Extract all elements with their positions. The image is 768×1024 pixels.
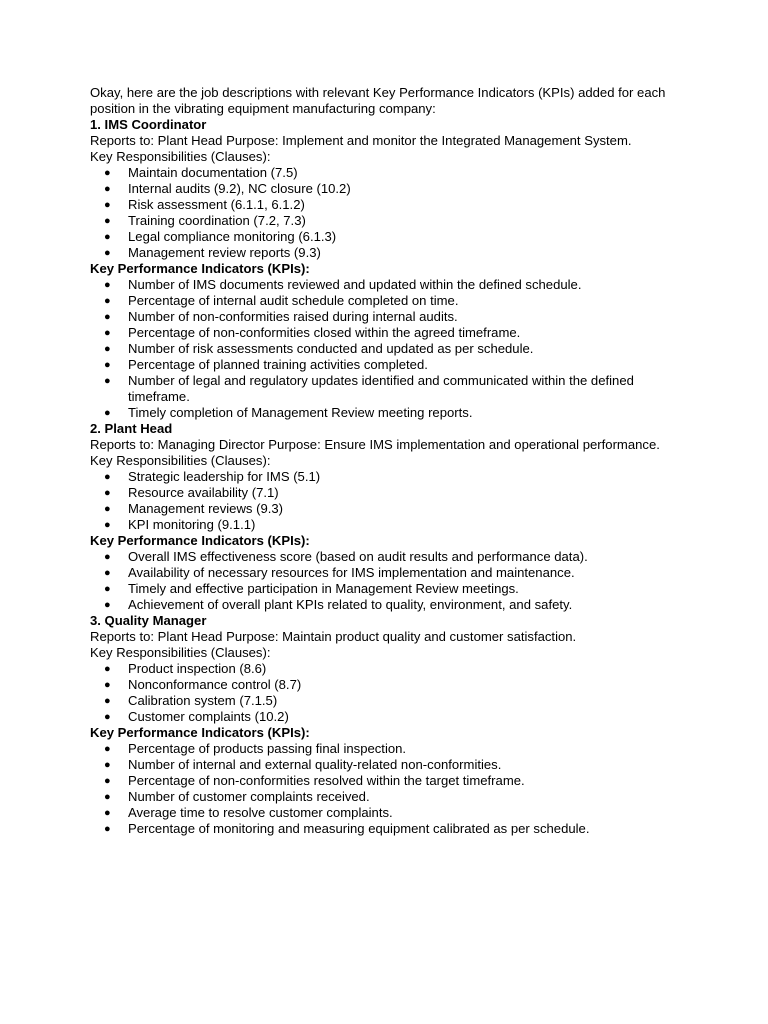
list-item-text: Management reviews (9.3) (128, 501, 284, 516)
list-item (90, 741, 690, 757)
kpi-label: Key Performance Indicators (KPIs): (90, 533, 310, 548)
bullet-icon: ● (104, 343, 111, 355)
bullet-icon: ● (104, 247, 111, 259)
list-item (90, 469, 690, 485)
bullet-icon: ● (104, 551, 111, 563)
bullet-icon: ● (104, 663, 111, 675)
kpi-list (90, 549, 690, 613)
list-item-text: Number of risk assessments conducted and updated as per schedule. (128, 341, 534, 356)
bullet-icon: ● (104, 679, 111, 691)
list-item-text: KPI monitoring (9.1.1) (128, 517, 256, 532)
list-item-text: Number of legal and regulatory updates identified and communicated within the defined timeframe. (128, 373, 634, 404)
list-item (90, 245, 690, 261)
list-item (90, 517, 690, 533)
bullet-icon: ● (104, 711, 111, 723)
kpi-list (90, 277, 690, 421)
list-item-text: Customer complaints (10.2) (128, 709, 289, 724)
bullet-icon: ● (104, 695, 111, 707)
list-item (90, 181, 690, 197)
intro-paragraph: Okay, here are the job descriptions with relevant Key Performance Indicators (KPIs) added for each position in the vibrating equipment manufacturing company: (90, 85, 666, 116)
bullet-icon: ● (104, 295, 111, 307)
sections-container (90, 117, 690, 837)
list-item-text: Percentage of monitoring and measuring equipment calibrated as per schedule. (128, 821, 590, 836)
list-item-text: Achievement of overall plant KPIs related to quality, environment, and safety. (128, 597, 573, 612)
section-title: 1. IMS Coordinator (90, 117, 207, 132)
responsibilities-label: Key Responsibilities (Clauses): (90, 149, 271, 164)
bullet-icon: ● (104, 599, 111, 611)
list-item (90, 693, 690, 709)
job-section (90, 117, 690, 421)
kpi-label: Key Performance Indicators (KPIs): (90, 261, 310, 276)
list-item (90, 549, 690, 565)
list-item-text: Nonconformance control (8.7) (128, 677, 302, 692)
bullet-icon: ● (104, 759, 111, 771)
list-item (90, 293, 690, 309)
list-item-text: Management review reports (9.3) (128, 245, 321, 260)
list-item-text: Number of non-conformities raised during internal audits. (128, 309, 458, 324)
responsibilities-list (90, 165, 690, 261)
bullet-icon: ● (104, 199, 111, 211)
list-item (90, 357, 690, 373)
list-item (90, 805, 690, 821)
list-item-text: Number of internal and external quality-related non-conformities. (128, 757, 502, 772)
bullet-icon: ● (104, 567, 111, 579)
list-item-text: Risk assessment (6.1.1, 6.1.2) (128, 197, 305, 212)
bullet-icon: ● (104, 311, 111, 323)
bullet-icon: ● (104, 583, 111, 595)
bullet-icon: ● (104, 503, 111, 515)
list-item (90, 709, 690, 725)
kpi-list (90, 741, 690, 837)
section-title: 3. Quality Manager (90, 613, 207, 628)
list-item-text: Percentage of non-conformities resolved within the target timeframe. (128, 773, 525, 788)
bullet-icon: ● (104, 167, 111, 179)
list-item (90, 773, 690, 789)
list-item (90, 165, 690, 181)
list-item-text: Training coordination (7.2, 7.3) (128, 213, 306, 228)
list-item-text: Percentage of planned training activities completed. (128, 357, 428, 372)
list-item (90, 229, 690, 245)
bullet-icon: ● (104, 791, 111, 803)
bullet-icon: ● (104, 519, 111, 531)
list-item-text: Timely and effective participation in Management Review meetings. (128, 581, 519, 596)
list-item (90, 789, 690, 805)
list-item-text: Percentage of internal audit schedule completed on time. (128, 293, 459, 308)
list-item (90, 277, 690, 293)
document-page (90, 85, 690, 837)
list-item-text: Percentage of products passing final inspection. (128, 741, 407, 756)
list-item-text: Number of customer complaints received. (128, 789, 370, 804)
bullet-icon: ● (104, 215, 111, 227)
job-section (90, 613, 690, 837)
job-section (90, 421, 690, 613)
list-item-text: Strategic leadership for IMS (5.1) (128, 469, 321, 484)
bullet-icon: ● (104, 471, 111, 483)
bullet-icon: ● (104, 775, 111, 787)
list-item (90, 757, 690, 773)
list-item (90, 197, 690, 213)
list-item (90, 501, 690, 517)
list-item (90, 325, 690, 341)
kpi-label: Key Performance Indicators (KPIs): (90, 725, 310, 740)
list-item (90, 597, 690, 613)
list-item (90, 405, 690, 421)
responsibilities-label: Key Responsibilities (Clauses): (90, 453, 271, 468)
list-item-text: Number of IMS documents reviewed and updated within the defined schedule. (128, 277, 582, 292)
responsibilities-list (90, 469, 690, 533)
list-item-text: Maintain documentation (7.5) (128, 165, 298, 180)
list-item (90, 565, 690, 581)
list-item (90, 341, 690, 357)
responsibilities-list (90, 661, 690, 725)
list-item-text: Overall IMS effectiveness score (based on audit results and performance data). (128, 549, 588, 564)
list-item-text: Legal compliance monitoring (6.1.3) (128, 229, 337, 244)
bullet-icon: ● (104, 823, 111, 835)
list-item-text: Availability of necessary resources for IMS implementation and maintenance. (128, 565, 575, 580)
list-item (90, 373, 690, 405)
list-item (90, 485, 690, 501)
list-item-text: Internal audits (9.2), NC closure (10.2) (128, 181, 351, 196)
bullet-icon: ● (104, 359, 111, 371)
responsibilities-label: Key Responsibilities (Clauses): (90, 645, 271, 660)
list-item-text: Average time to resolve customer complaints. (128, 805, 393, 820)
bullet-icon: ● (104, 375, 111, 387)
list-item (90, 677, 690, 693)
reports-purpose-text: Reports to: Plant Head Purpose: Maintain product quality and customer satisfaction. (90, 629, 577, 644)
bullet-icon: ● (104, 407, 111, 419)
bullet-icon: ● (104, 327, 111, 339)
bullet-icon: ● (104, 231, 111, 243)
bullet-icon: ● (104, 807, 111, 819)
list-item (90, 309, 690, 325)
section-title: 2. Plant Head (90, 421, 173, 436)
list-item-text: Percentage of non-conformities closed within the agreed timeframe. (128, 325, 521, 340)
list-item (90, 821, 690, 837)
list-item-text: Timely completion of Management Review meeting reports. (128, 405, 473, 420)
list-item (90, 661, 690, 677)
list-item-text: Resource availability (7.1) (128, 485, 279, 500)
reports-purpose-text: Reports to: Managing Director Purpose: Ensure IMS implementation and operational performance. (90, 437, 660, 452)
bullet-icon: ● (104, 183, 111, 195)
list-item-text: Calibration system (7.1.5) (128, 693, 278, 708)
bullet-icon: ● (104, 743, 111, 755)
list-item (90, 581, 690, 597)
bullet-icon: ● (104, 279, 111, 291)
list-item (90, 213, 690, 229)
list-item-text: Product inspection (8.6) (128, 661, 267, 676)
reports-purpose-text: Reports to: Plant Head Purpose: Implement and monitor the Integrated Management System. (90, 133, 632, 148)
bullet-icon: ● (104, 487, 111, 499)
